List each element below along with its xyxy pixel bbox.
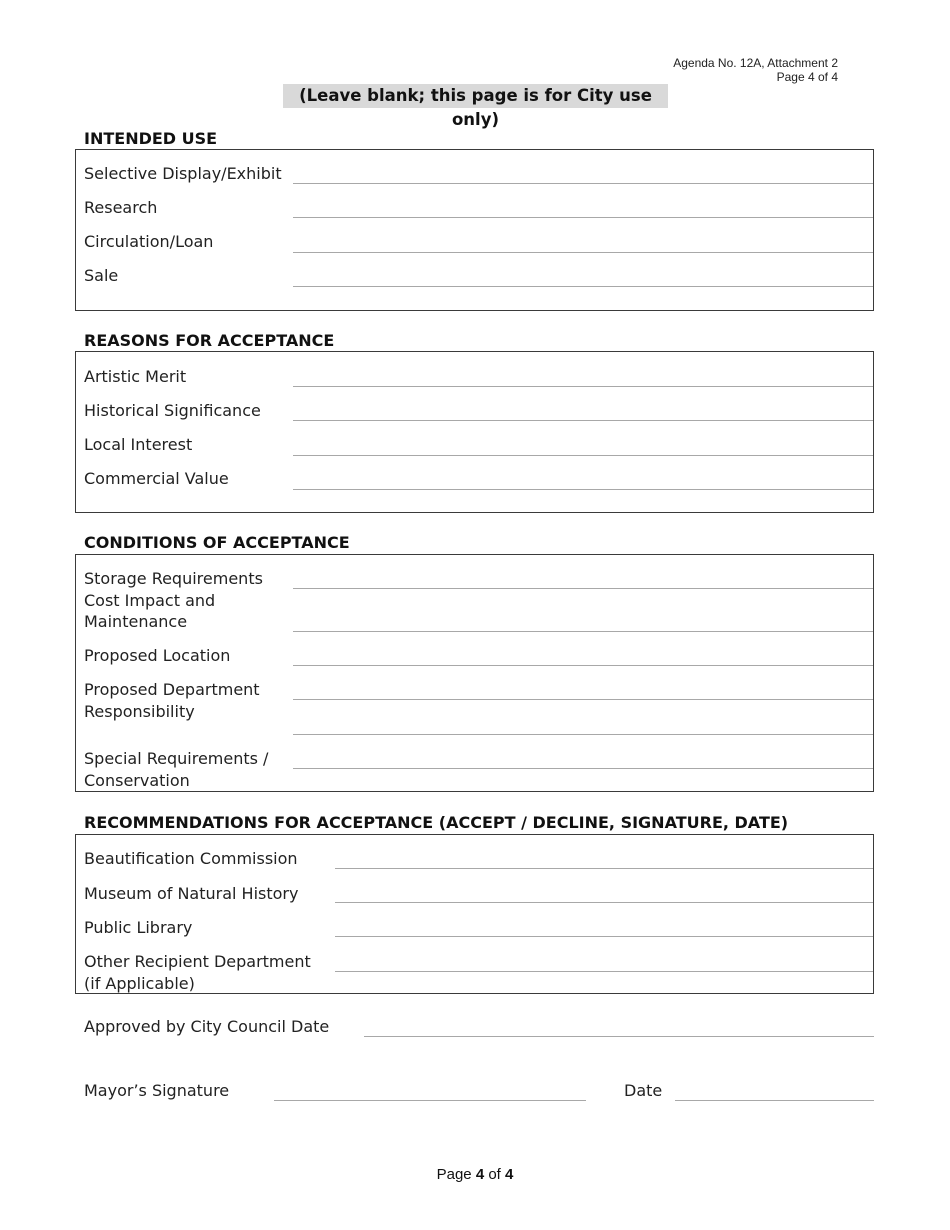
intended-use-label: Research: [84, 198, 158, 217]
intended-use-label: Sale: [84, 266, 119, 285]
council-approval-label: Approved by City Council Date: [84, 1017, 330, 1036]
conditions-title: CONDITIONS OF ACCEPTANCE: [84, 533, 350, 552]
signature-date-field[interactable]: [675, 1100, 874, 1101]
commercial-value-field[interactable]: [293, 489, 873, 490]
conditions-box: [75, 554, 874, 792]
footer-page-current: 4: [475, 1166, 485, 1183]
recommendations-title: RECOMMENDATIONS FOR ACCEPTANCE (ACCEPT / DECLINE, SIGNATURE, DATE): [84, 813, 789, 832]
beautification-commission-field[interactable]: [335, 868, 873, 869]
storage-label: Storage Requirements: [84, 569, 263, 588]
cost-label-line2: Maintenance: [84, 612, 188, 631]
local-interest-field[interactable]: [293, 455, 873, 456]
reason-label: Artistic Merit: [84, 367, 187, 386]
city-use-banner: (Leave blank; this page is for City use only): [283, 84, 668, 108]
other-department-label-line1: Other Recipient Department: [84, 952, 311, 971]
historical-significance-field[interactable]: [293, 420, 873, 421]
museum-label: Museum of Natural History: [84, 884, 299, 903]
cost-impact-field[interactable]: [293, 631, 873, 632]
beautification-label: Beautification Commission: [84, 849, 298, 868]
special-label-line2: Conservation: [84, 771, 190, 790]
location-label: Proposed Location: [84, 646, 231, 665]
council-approval-date-field[interactable]: [364, 1036, 874, 1037]
agenda-reference: Agenda No. 12A, Attachment 2: [673, 56, 838, 70]
special-requirements-field[interactable]: [293, 768, 873, 769]
reasons-box: [75, 351, 874, 513]
other-department-label-line2: (if Applicable): [84, 974, 195, 993]
other-department-field[interactable]: [335, 971, 873, 972]
footer-of-word: of: [488, 1166, 501, 1183]
page-reference: Page 4 of 4: [776, 70, 838, 84]
selective-display-field[interactable]: [293, 183, 873, 184]
reason-label: Commercial Value: [84, 469, 229, 488]
reason-label: Local Interest: [84, 435, 193, 454]
library-label: Public Library: [84, 918, 193, 937]
intended-use-box: [75, 149, 874, 311]
footer-page-total: 4: [505, 1166, 514, 1183]
artistic-merit-field[interactable]: [293, 386, 873, 387]
storage-requirements-field[interactable]: [293, 588, 873, 589]
proposed-location-field[interactable]: [293, 665, 873, 666]
mayor-signature-field[interactable]: [274, 1100, 586, 1101]
public-library-field[interactable]: [335, 936, 873, 937]
reasons-title: REASONS FOR ACCEPTANCE: [84, 331, 335, 350]
responsibility-field[interactable]: [293, 734, 873, 735]
research-field[interactable]: [293, 217, 873, 218]
intended-use-label: Selective Display/Exhibit: [84, 164, 282, 183]
special-label-line1: Special Requirements /: [84, 749, 269, 768]
department-label-line2: Responsibility: [84, 702, 195, 721]
recommendations-box: [75, 834, 874, 994]
page-footer: [0, 1166, 950, 1183]
proposed-department-field[interactable]: [293, 699, 873, 700]
mayor-signature-label: Mayor’s Signature: [84, 1081, 230, 1100]
date-label: Date: [624, 1081, 663, 1100]
reason-label: Historical Significance: [84, 401, 261, 420]
footer-page-word: Page: [436, 1166, 472, 1183]
department-label-line1: Proposed Department: [84, 680, 260, 699]
intended-use-label: Circulation/Loan: [84, 232, 214, 251]
document-header: [673, 56, 838, 84]
cost-label-line1: Cost Impact and: [84, 591, 216, 610]
sale-field[interactable]: [293, 286, 873, 287]
intended-use-title: INTENDED USE: [84, 129, 218, 148]
museum-field[interactable]: [335, 902, 873, 903]
circulation-loan-field[interactable]: [293, 252, 873, 253]
